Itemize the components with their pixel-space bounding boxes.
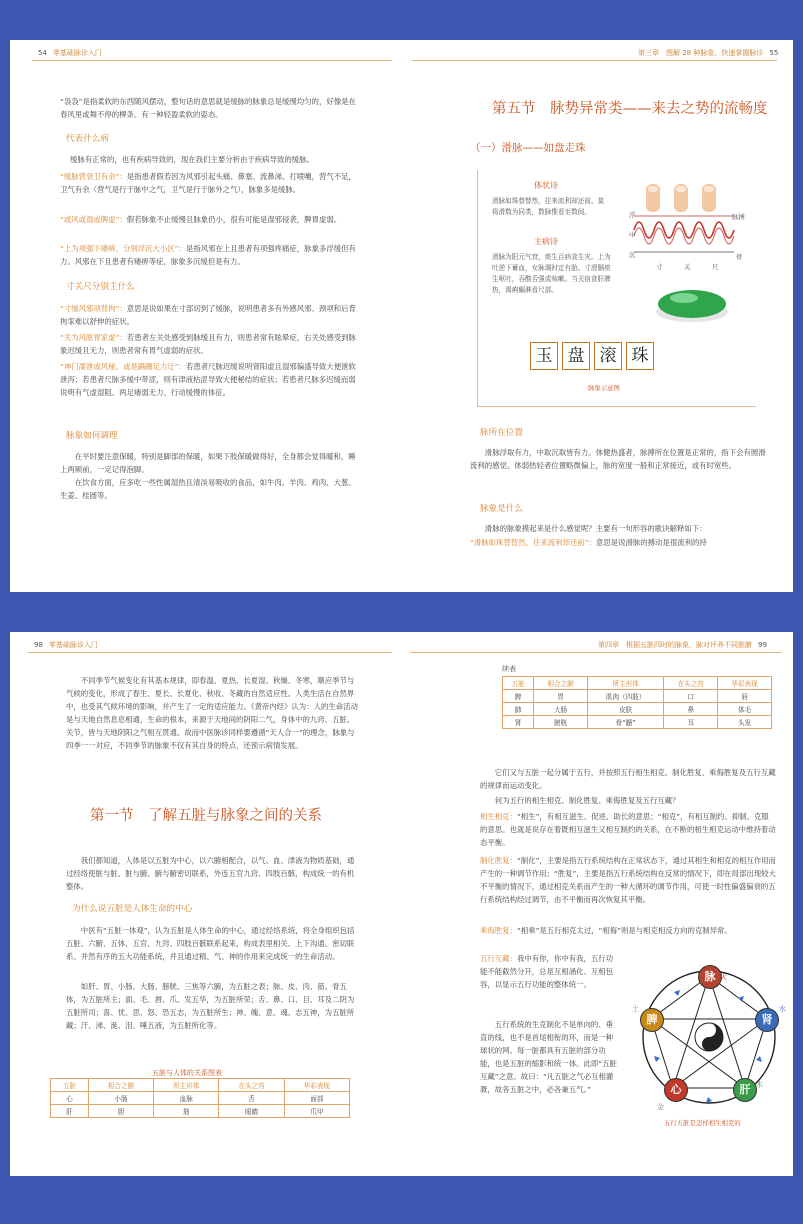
paragraph: 它们又与五脏一起分属于五行，并按照五行相生相克、制化胜复、乘侮胜复及五行互藏的规律而运动变化。 <box>480 768 776 790</box>
quote-paragraph: “或风或湿或脾虚”：假若脉象不止缓慢且脉象仍小，很有可能是湿邪侵袭，脾胃虚弱。 <box>60 215 342 224</box>
subheading: 脉象如何调理 <box>66 431 118 441</box>
page-header-right: 第四章 根据五脏四时的脉象，脉对评养不同脏腑 99 <box>598 641 767 649</box>
diagram-label: 骨 <box>736 253 743 261</box>
organ-node-heart-pulse: 脉 <box>698 965 722 989</box>
table-row: 心 小肠 血脉 舌 面部 <box>51 1092 350 1105</box>
paragraph: 如肝、胃、小肠、大肠、膀胱、三焦等六腑，为五脏之表；脉、皮、肉、筋、骨五体，为五脏所主；面、毛、唇、爪、发五华，为五脏所荣；舌、鼻、口、目、耳及二阴为五脏所司；喜、忧、思、怒、恐五志，为五脏所生；神、魄、意、魂、志五神，为五脏所藏；汗、涕、涎、泪、唾五液，为五脏所化等。 <box>66 982 355 1030</box>
diagram-label: 关 <box>684 263 691 271</box>
poem-title: 体状诗 <box>534 181 558 190</box>
quote-paragraph: “神门濡泄或风秘，或是蹒跚足力迂”：若患者尺脉迟缓说明肾阳虚且湿邪偏盛导致大便泄软泄泻；若患者尺脉多缓中带涩，则有津液枯涩导致大便秘结的症状；若患者尺脉多迟缓而弱说明有气虚湿阻、两足痿弱无力、行动缓慢的体征。 <box>60 362 356 397</box>
page-99 <box>402 632 793 1176</box>
organ-table-continued <box>502 676 772 729</box>
page-54 <box>10 40 400 592</box>
paragraph: 在饮食方面，应多吃一些性属湿热且清淡易吸收的食品，如牛肉、羊肉、鸡肉、大葱、生姜、桂圆等。 <box>60 478 356 500</box>
header-rule <box>28 652 392 653</box>
table-label: 续表 <box>502 665 516 673</box>
subheading: 代表什么病 <box>66 134 109 144</box>
paragraph: 缓脉有正常的，也有疾病导致的，现在我们主要分析由于疾病导致的缓脉。 <box>70 155 314 164</box>
element-label: 火 <box>720 973 727 981</box>
figure-caption: 脉象示意图 <box>588 384 620 392</box>
header-rule <box>32 60 392 61</box>
quote-paragraph: 五行互藏：我中有你，你中有我，五行功能不能截然分开，总是互相涵化、互相包容，以显示五行功能的整体统一。 <box>480 954 614 989</box>
bottom-band <box>0 1176 803 1224</box>
diagram-label: 寸 <box>656 263 663 271</box>
plate-character: 珠 <box>626 342 654 370</box>
paragraph: 中医有“五脏一体观”，认为五脏是人体生命的中心，通过经络系统，将全身组织包括五脏、六腑、五体、五官、九窍、四肢百骸联系起来，构成表里相关、上下沟通、密切联系、井然有序的五大功能系统，并且通过精、气、神的作用来完成统一的生命活动。 <box>66 926 355 961</box>
organ-table <box>50 1078 350 1118</box>
poem-text: 滑脉如珠替替然，往来流利却还前。莫将滑数为同类，数脉惟看至数间。 <box>492 197 605 216</box>
subheading: 寸关尺分别主什么 <box>66 282 135 292</box>
middle-band <box>0 592 803 632</box>
figure-caption: 五行五脏是怎样相生相克的 <box>664 1119 741 1127</box>
subheading: 脉象是什么 <box>480 504 523 514</box>
quote-paragraph: 乘侮胜复：“相乘”是五行相克太过，“相侮”则是与相克相反方向的克制异常。 <box>480 926 732 935</box>
subsection-title: （一）滑脉——如盘走珠 <box>470 142 586 154</box>
poem-text: 滑脉为阳元气衰，痰生百病食生灾。上为吐逆下蓄血，女脉调时定有胎。寸滑膈痰生呕吐，吞酸舌强或咳嗽。当关宿食肝脾热，渴痢癫淋看尺部。 <box>492 253 611 294</box>
table-row: 肾 膀胱 骨“髓” 耳 头发 <box>503 716 772 729</box>
quote-paragraph: “滑脉如珠替替然，往来流利却还前”：意思是说滑脉的搏动是很流利的持 <box>470 538 707 547</box>
element-label: 金 <box>657 1103 664 1111</box>
diagram-label: 尺 <box>712 263 719 271</box>
element-label: 水 <box>779 1005 786 1013</box>
organ-node-liver: 肝 <box>733 1078 757 1102</box>
page-98 <box>10 632 400 1176</box>
organ-node-spleen: 脾 <box>640 1008 664 1032</box>
quote-paragraph: 相生相克：“相生”，有相互滋生、促进、助长的意思；“相克”，有相互制约、抑制、克服的意思。也就是说存在着既相互滋生又相互制约的关系，在不断的相生相克运动中维持着动态平衡。 <box>480 812 776 847</box>
organ-node-heart: 心 <box>664 1078 688 1102</box>
section-title: 第一节 了解五脏与脉象之间的关系 <box>90 808 322 824</box>
organ-node-kidney: 肾 <box>755 1008 779 1032</box>
plate-character: 滚 <box>594 342 622 370</box>
element-label: 土 <box>632 1005 639 1013</box>
table-row: 肝 胆 筋 眼睛 爪甲 <box>51 1105 350 1118</box>
quote-paragraph: 制化胜复：“制化”，主要是指五行系统结构在正常状态下，通过其相生和相克的相互作用而产生的一种调节作用；“胜复”，主要是指五行系统结构在反常的情况下，即在局部出现较大不平衡的情况下，通过相克关系而产生的一种大循环的调节作用，可使一时性偏盛偏衰的五行系统结构经过调节，由不平衡而再次恢复其平衡。 <box>480 856 776 904</box>
page-header-left: 98 零基础脉诊入门 <box>34 641 98 649</box>
paragraph: 不同季节气候变化有其基本规律，即春温、夏热、长夏湿、秋燥、冬寒，顺应季节与气候的变化，形成了春生、夏长、长夏化、秋收、冬藏的自然适应性。人类生活在自然界中，也受其气候环境的影响，并产生了一定的适应能力。《黄帝内经》认为：人的生命活动是与天地自然息息相通，生命的根本，来源于天地间的阴阳二气，身体中的九窍、五脏、关节，皆与天地阴阳之气相互贯通。故而中医脉诊同样要遵循“天人合一”的理念，脉象与四季一一对应，不同季节的脉象不仅有其自身的特点，还预示病情发展。 <box>66 676 358 750</box>
quote-paragraph: “关为风眩胃家虚”：若患者左关处感受到脉缓且有力，则患者常有眩晕症，右关处感受到脉象迟缓且无力，则患者常有胃气虚弱的症状。 <box>60 333 356 355</box>
quote-paragraph: “寸缓风邪项背拘”：意思是说如果在寸部切到了缓脉，说明患者多有外感风邪、颈项和后背拘挛难以舒伸的症状。 <box>60 304 356 326</box>
pulse-wave-diagram <box>622 180 752 270</box>
element-label: 木 <box>756 1081 763 1089</box>
subheading: 脉所在位置 <box>480 428 523 438</box>
page-header-right: 第三章 图解 28 种脉象，快速掌握脉诊 55 <box>638 49 779 57</box>
page-55 <box>402 40 793 592</box>
header-rule <box>410 652 782 653</box>
jade-bead-image <box>652 282 732 328</box>
top-band <box>0 0 803 40</box>
paragraph: 滑脉浮取有力，中取沉取皆有力。体健热盛者，脉搏所在位置是正常的，指下会有圆滑流利的感觉。体弱热轻者位置略微偏上，脉的宽度一般和正常接近，或有时宽些。 <box>470 448 766 470</box>
section-title: 第五节 脉势异常类——来去之势的流畅度 <box>492 101 768 117</box>
paragraph: 何为五行的相生相克、制化胜复、乘侮胜复及五行互藏？ <box>494 796 680 805</box>
quote-paragraph: “缓脉营衰卫有余”：是指患者假若因为风邪引起头痛、鼻塞、流鼻涕、打喷嚏，营气不足，卫气有余（营气是行于脉中之气，卫气是行于脉外之气），脉象多是缓脉。 <box>60 172 356 194</box>
quote-paragraph: “上为项强下痿痹，分别浮沉大小区”：是指风邪在上且患者有项强疼痛症，脉象多浮缓但有力。风邪在下且患者有痿痹等症，脉象多沉缓但是有力。 <box>60 244 356 266</box>
diagram-label: 脉搏 <box>732 213 745 221</box>
depth-labels: 浮 中 沉 <box>629 211 636 259</box>
paragraph: 五行系统的生克制化不是单向的、垂直的线，也不是首尾相衔的环，而是一种球状的网。每一脏都具有五脏的部分功能，也是五脏的缩影和统一体。此即“五脏互藏”之意。故曰：“凡五脏之气必互相灌溉，故各五脏之中，必各兼五气。” <box>480 1020 617 1094</box>
header-rule <box>412 60 777 61</box>
table-row: 肺 大肠 皮肤 鼻 体毛 <box>503 703 772 716</box>
page-header-left: 54 零基础脉诊入门 <box>38 49 102 57</box>
paragraph: 我们都知道，人体是以五脏为中心，以六腑相配合，以气、血、津液为物质基础，通过经络使脏与脏、脏与腑、腑与腑密切联系，外连五官九窍、四肢百骸，构成统一的有机整体。 <box>66 856 355 891</box>
paragraph: 滑脉的脉象摸起来是什么感觉呢？主要有一句形容的歌诀解释如下： <box>484 524 707 533</box>
plate-character: 玉 <box>530 342 558 370</box>
spread-2 <box>10 632 793 1176</box>
table-title: 五脏与人体的关系图表 <box>152 1069 222 1077</box>
pulse-figure-box <box>477 170 756 407</box>
paragraph: 在平时要注意保暖，特别是脚部的保暖，如果下肢保暖做得好，全身都会觉得暖和，睡上两频前，一定记得泡脚。 <box>60 452 356 474</box>
table-header-row: 五脏 相合之腑 所主形体 在头之窍 华彩表现 <box>51 1079 350 1092</box>
spread-1 <box>10 40 793 592</box>
table-row: 脾 胃 肌肉（四肢） 口 唇 <box>503 690 772 703</box>
paragraph: “袅袅”是指柔软的东西随风摆动，整句话的意思就是缓脉的脉象总是缓慢均匀的，好像是在春风里或舞不停的柳条。有一种轻盈柔软的姿态。 <box>60 97 356 119</box>
plate-character: 盘 <box>562 342 590 370</box>
subheading: 为什么说五脏是人体生命的中心 <box>72 904 193 914</box>
table-header-row: 五脏 相合之腑 所主形体 在头之窍 华彩表现 <box>503 677 772 690</box>
poem-title: 主病诗 <box>534 237 558 246</box>
